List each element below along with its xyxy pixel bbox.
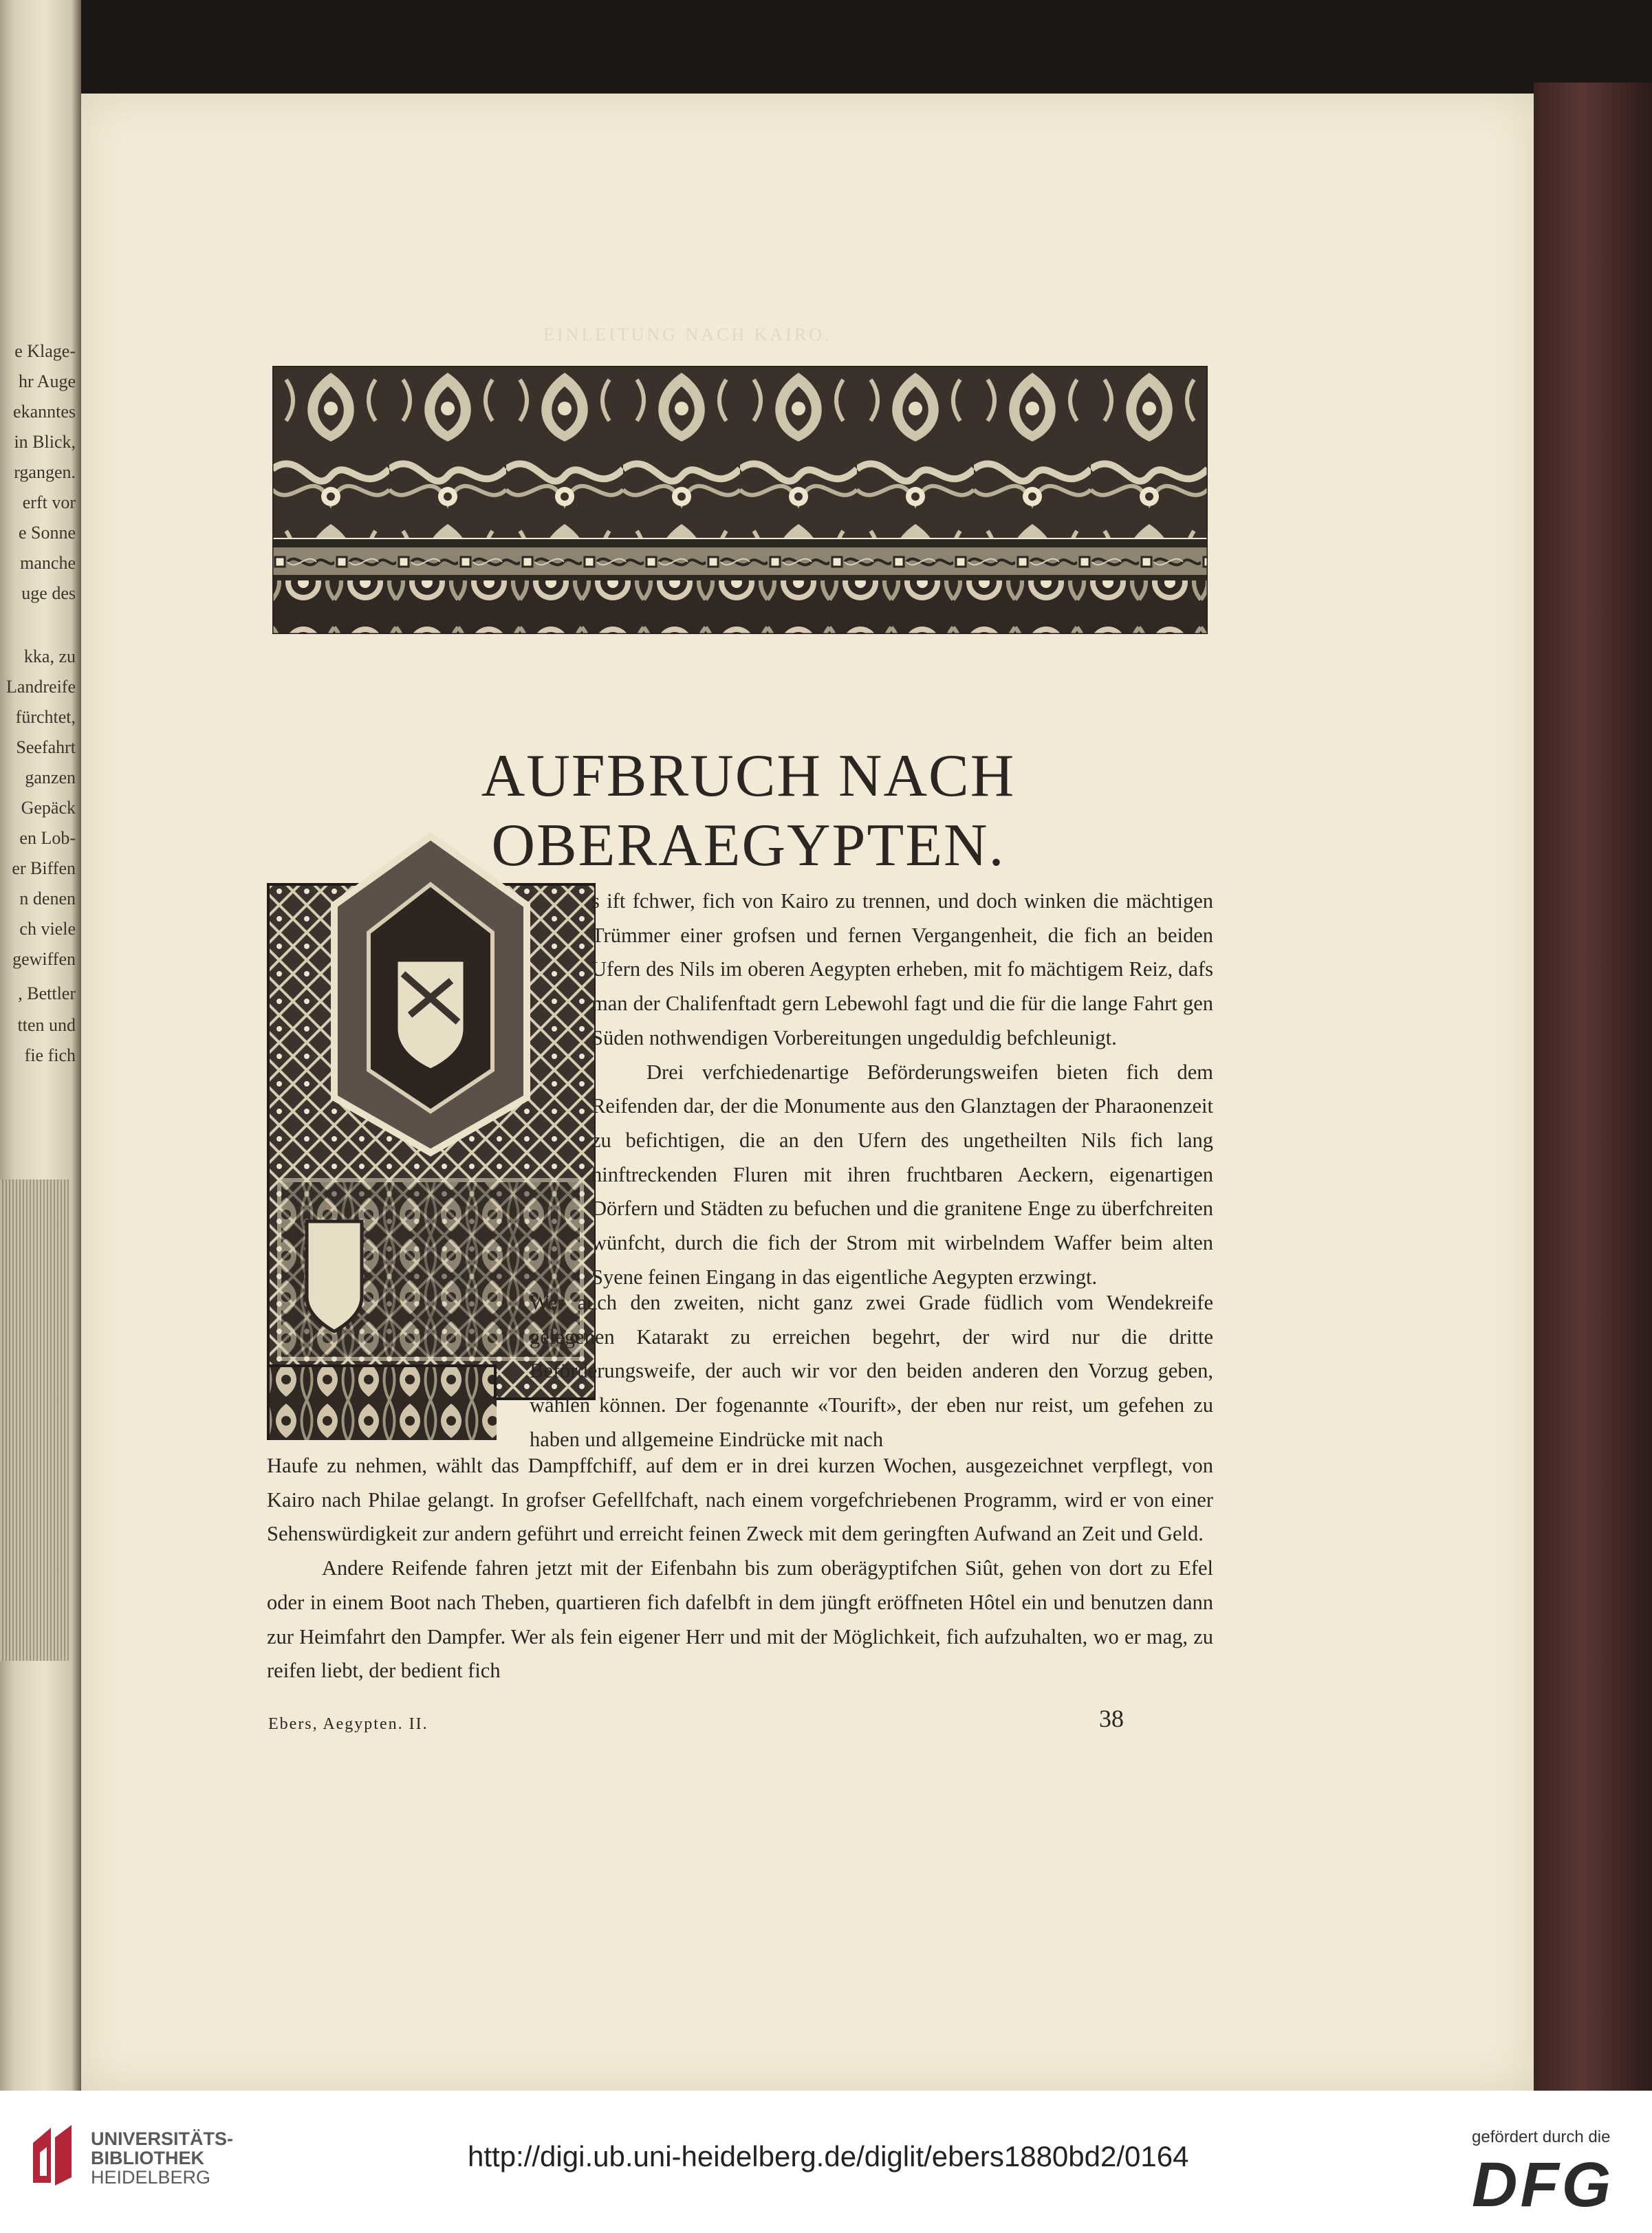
previous-page-line: hr Auge [18, 371, 76, 391]
previous-page-line: manche [20, 553, 76, 573]
running-footer-author: Ebers, Aegypten. II. [268, 1715, 428, 1733]
previous-page-line: gewiffen [12, 949, 76, 969]
previous-page-line: in Blick, [14, 432, 76, 452]
previous-page-line: , Bettler [18, 983, 76, 1003]
chapter-title: AUFBRUCH NACH OBERAEGYPTEN. [481, 743, 1016, 879]
paragraph-2-end: Haufe zu nehmen, wählt das Dampffchiff, auf dem er in drei kurzen Wochen, ausgezeichnet verpflegt, von Kairo nach Philae gelangt. In grofser Gefellfchaft, nach einem vorgefchriebenen Programm, wird er von einer Sehenswürdigkeit zur andern geführt und erreicht feinen Zweck mit dem geringften Aufwand an Zeit und Geld. Andere Reifende fahren jetzt mit der Eifenbahn bis zum oberägyptifchen Siût, gehen von dort zu Efel oder in einem Boot nach Theben, quartieren fich dafelbft in dem jüngft eröffneten Hôtel ein und benutzen dann zur Heimfahrt den Dampfer. Wer als fein eigener Herr und mit der Möglichkeit, fich aufzuhalten, wo er mag, zu reifen liebt, der bedient fich [267, 1454, 1213, 1683]
previous-page-line: e Klage- [14, 341, 76, 361]
previous-page-line: tten und [17, 1015, 76, 1035]
paragraph-2-continued: Wer auch den zweiten, nicht ganz zwei Grade füdlich vom Wendekreife gelegenen Katarakt zu erreichen begehrt, der wird nur die dritte Beförderungsweife, der auch wir vor den beiden anderen den Vorzug geben, wählen können. Der fogenannte «Tourift», der eben nur reist, um gefehen zu haben und allgemeine Eindrücke mit nach [530, 1291, 1213, 1451]
previous-page-line: n denen [19, 889, 76, 908]
previous-page-line: en Lob- [19, 828, 76, 848]
university-library-name: UNIVERSITÄTS- BIBLIOTHEK HEIDELBERG [91, 2128, 234, 2188]
bleed-through-header: EINLEITUNG NACH KAIRO. [543, 325, 832, 345]
page-number: 38 [1099, 1705, 1124, 1732]
previous-page-line: ch viele [19, 919, 76, 939]
dfg-logo: DFG [1472, 2150, 1614, 2220]
book-binding [1534, 83, 1652, 2091]
previous-page-line: ganzen [25, 767, 76, 787]
university-library-logo-icon [30, 2122, 74, 2188]
permalink-url[interactable]: http://digi.ub.uni-heidelberg.de/diglit/ebers1880bd2/0164 [468, 2140, 1189, 2172]
previous-page-line: er Biffen [12, 858, 76, 878]
previous-page-edge [0, 0, 81, 2091]
ornamental-frieze [272, 366, 1208, 634]
previous-page-line: uge des [21, 583, 76, 603]
previous-page-line: e Sonne [18, 523, 76, 543]
previous-page-line: ekanntes [13, 402, 76, 422]
funded-by-label: gefördert durch die [1472, 2128, 1611, 2146]
previous-page-line: kka, zu [23, 646, 76, 666]
previous-page-line: fürchtet, [15, 707, 76, 727]
previous-page-engraving [0, 1179, 69, 1661]
previous-page-line: erft vor [22, 492, 76, 512]
previous-page-line: Gepäck [21, 798, 76, 818]
paragraph-1: s ift fchwer, fich von Kairo zu trennen, und doch winken die mächtigen Trümmer einer grofsen und fernen Vergangenheit, die fich an beiden Ufern des Nils im oberen Aegypten erheben, mit fo mächtigem Reiz, dafs man der Chalifenftadt gern Lebewohl fagt und die für die lange Fahrt gen Süden nothwendigen Vorbereitungen ungeduldig befchleunigt. Drei verfchiedenartige Beförderungsweifen bieten fich dem Reifenden dar, der die Monumente aus den Glanztagen der Pharaonenzeit zu befichtigen, die an den Ufern des ungetheilten Nils fich lang hinftreckenden Fluren mit ihren fruchtbaren Aeckern, eigenartigen Dörfern und Städten zu befuchen und die granitene Enge zu überfchreiten wünfcht, durch die fich der Strom mit wirbelndem Waffer beim alten Syene feinen Eingang in das eigentliche Aegypten erzwingt. [591, 889, 1213, 1289]
previous-page-line: rgangen. [14, 462, 76, 482]
previous-page-line: Seefahrt [16, 737, 76, 757]
previous-page-line: Landreife [6, 677, 76, 697]
previous-page-line: fie fich [24, 1045, 76, 1065]
